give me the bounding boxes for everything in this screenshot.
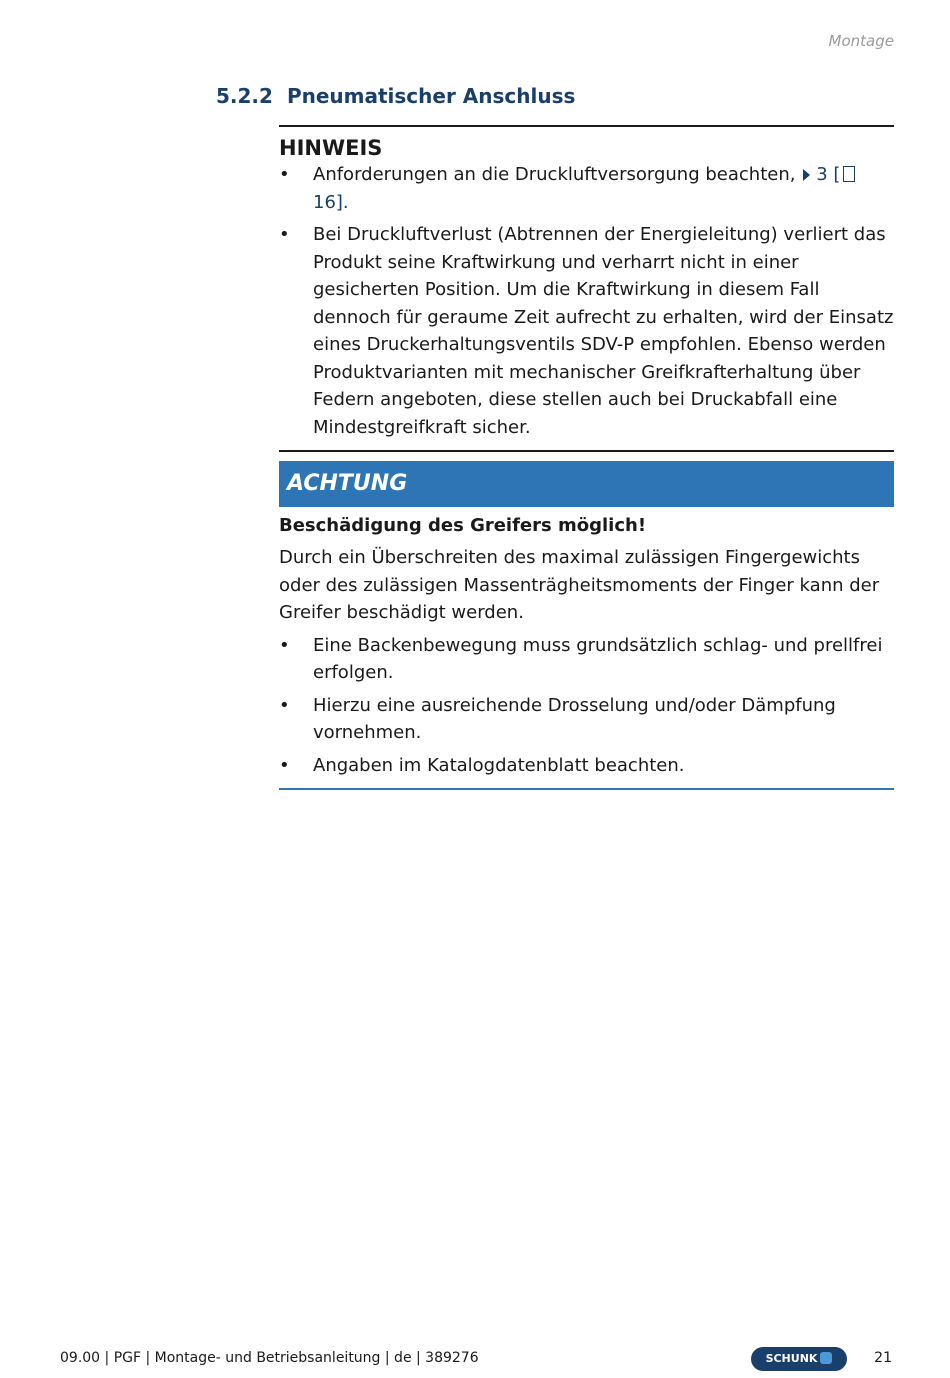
list-item — [279, 221, 894, 441]
logo-text: SCHUNK — [765, 1352, 818, 1365]
xref-section: 3 — [816, 164, 828, 185]
notice-box — [279, 125, 894, 452]
caution-subtitle: Beschädigung des Greifers möglich! — [279, 515, 647, 536]
notice-list — [279, 161, 894, 441]
section-heading — [216, 84, 896, 108]
triangle-right-icon — [803, 169, 810, 181]
page-icon — [843, 166, 855, 182]
section-number: 5.2.2 — [216, 84, 273, 108]
section-title: Pneumatischer Anschluss — [286, 84, 576, 108]
caution-item-text: Hierzu eine ausreichende Drosselung und/oder Dämpfung vornehmen. — [313, 694, 836, 743]
bullet-icon: • — [279, 224, 290, 245]
caution-item-text: Angaben im Katalogdatenblatt beachten. — [313, 754, 685, 776]
schunk-logo — [751, 1347, 847, 1371]
caution-banner: ACHTUNG — [279, 461, 894, 507]
caution-box — [279, 461, 894, 790]
page-number: 21 — [874, 1350, 892, 1366]
bullet-icon: • — [279, 634, 290, 656]
running-header: Montage — [828, 32, 894, 50]
list-item — [279, 632, 894, 687]
list-item — [279, 161, 894, 216]
caution-item-text: Eine Backenbewegung muss grundsätzlich schlag- und prellfrei erfolgen. — [313, 634, 883, 683]
bullet-icon: • — [279, 754, 290, 776]
xref-close: ]. — [335, 191, 349, 213]
list-item — [279, 752, 894, 780]
bullet-icon: • — [279, 694, 290, 716]
logo-mark-icon — [820, 1352, 832, 1364]
notice-item-text: Bei Druckluftverlust (Abtrennen der Energieleitung) verliert das Produkt seine Kraftwirkung und verharrt nicht in einer gesicherten Position. Um die Kraftwirkung in diesem Fall dennoch für geraume Zeit aufrecht zu erhalten, wird der Einsatz eines Druckerhaltungsventils SDV-P empfohlen. Ebenso werden Produktvarianten mit mechanischer Greifkrafterhaltung über Federn angeboten, diese stellen auch bei Druckabfall eine Mindestgreifkraft sicher. — [313, 224, 894, 438]
notice-item-text: Anforderungen an die Druckluftversorgung beachten, — [313, 164, 796, 185]
list-item — [279, 692, 894, 747]
bullet-icon: • — [279, 164, 290, 185]
caution-list — [279, 632, 894, 780]
footer-text: 09.00 | PGF | Montage- und Betriebsanleitung | de | 389276 — [60, 1350, 479, 1366]
notice-title: HINWEIS — [279, 136, 383, 160]
cross-reference-link[interactable]: 3 [16]. — [313, 164, 858, 213]
xref-page: 16 — [313, 191, 336, 213]
caution-text: Durch ein Überschreiten des maximal zulässigen Fingergewichts oder des zulässigen Massenträgheitsmoments der Finger kann der Greifer beschädigt werden. — [279, 547, 880, 623]
